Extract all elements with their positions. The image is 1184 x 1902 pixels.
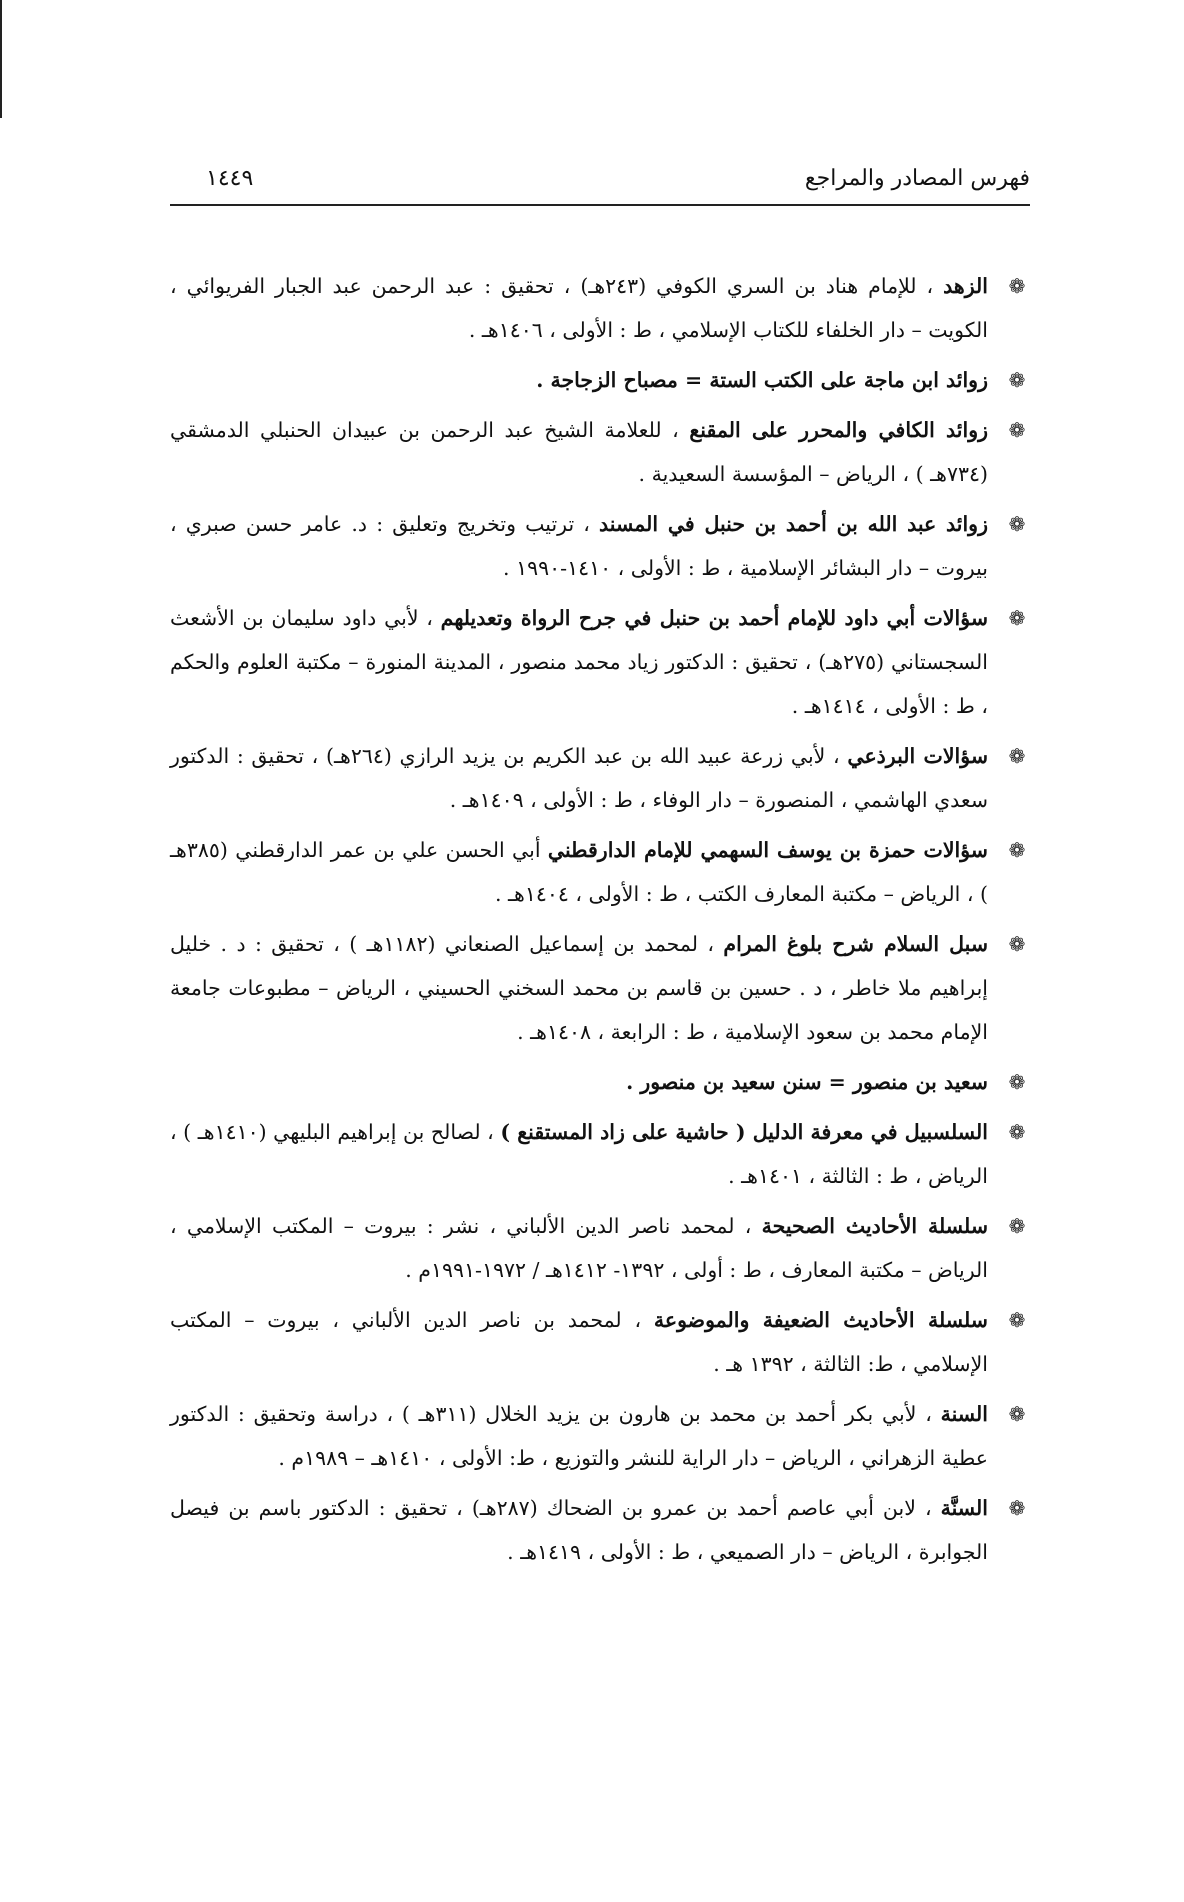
flower-bullet-icon: ❁ [1008,1214,1026,1238]
flower-bullet-icon: ❁ [1008,1402,1026,1426]
bibliography-entry [170,358,1030,402]
bibliography-entry [170,1204,1030,1292]
flower-bullet-icon: ❁ [1008,838,1026,862]
bibliography-entry [170,1392,1030,1480]
entry-title: السنة [940,1402,988,1426]
entry-title: سؤالات البرذعي [847,744,989,768]
entry-text: ، لمحمد بن ناصر الدين الألباني ، بيروت – المكتب الإسلامي ، ط: الثالثة ، ١٣٩٢ هـ . [170,1308,988,1376]
flower-bullet-icon: ❁ [1008,274,1026,298]
entry-text: ، لأبي بكر أحمد بن محمد بن هارون بن يزيد الخلال (٣١١هـ ) ، دراسة وتحقيق : الدكتور عطية الزهراني ، الرياض – دار الراية للنشر والتوزيع ، ط: الأولى ، ١٤١٠هـ – ١٩٨٩م . [170,1402,988,1470]
entry-text: ، للعلامة الشيخ عبد الرحمن بن عبيدان الحنبلي الدمشقي (٧٣٤هـ ) ، الرياض – المؤسسة السعيدية . [170,418,988,486]
entry-title: الزهد [943,274,988,298]
bibliography-list [170,264,1030,1574]
flower-bullet-icon: ❁ [1008,932,1026,956]
flower-bullet-icon: ❁ [1008,606,1026,630]
running-head-title: فهرس المصادر والمراجع [804,166,1030,191]
bibliography-entry [170,502,1030,590]
running-head [170,160,1030,206]
bibliography-entry [170,922,1030,1054]
flower-bullet-icon: ❁ [1008,1496,1026,1520]
entry-text: أبي الحسن علي بن عمر الدارقطني (٣٨٥هـ ) ، الرياض – مكتبة المعارف الكتب ، ط : الأولى ، ١٤٠٤هـ . [170,838,988,906]
flower-bullet-icon: ❁ [1008,1070,1026,1094]
entry-text: ، لصالح بن إبراهيم البليهي (١٤١٠هـ ) ، الرياض ، ط : الثالثة ، ١٤٠١هـ . [170,1120,988,1188]
entry-title: السلسبيل في معرفة الدليل ( حاشية على زاد المستقنع ) [500,1120,988,1144]
flower-bullet-icon: ❁ [1008,368,1026,392]
entry-title: السنَّة [940,1496,988,1520]
flower-bullet-icon: ❁ [1008,1308,1026,1332]
bibliography-entry [170,1486,1030,1574]
bibliography-entry [170,408,1030,496]
bibliography-entry [170,1060,1030,1104]
entry-text: ، لابن أبي عاصم أحمد بن عمرو بن الضحاك (٢٨٧هـ) ، تحقيق : الدكتور باسم بن فيصل الجوابرة ، الرياض – دار الصميعي ، ط : الأولى ، ١٤١٩هـ . [170,1496,988,1564]
bibliography-entry [170,734,1030,822]
entry-title: سعيد بن منصور = سنن سعيد بن منصور . [626,1070,988,1094]
bibliography-entry [170,264,1030,352]
bibliography-entry [170,596,1030,728]
flower-bullet-icon: ❁ [1008,512,1026,536]
entry-title: سلسلة الأحاديث الصحيحة [761,1214,989,1238]
entry-title: زوائد عبد الله بن أحمد بن حنبل في المسند [599,512,988,536]
bibliography-entry [170,1298,1030,1386]
flower-bullet-icon: ❁ [1008,744,1026,768]
entry-title: زوائد الكافي والمحرر على المقنع [689,418,989,442]
page-number: ١٤٤٩ [206,166,254,191]
entry-text: ، لأبي داود سليمان بن الأشعث السجستاني (٢٧٥هـ) ، تحقيق : الدكتور زياد محمد منصور ، المدينة المنورة – مكتبة العلوم والحكم ، ط : الأولى ، ١٤١٤هـ . [170,606,988,718]
entry-text: ، للإمام هناد بن السري الكوفي (٢٤٣هـ) ، تحقيق : عبد الرحمن عبد الجبار الفريوائي ، الكويت – دار الخلفاء للكتاب الإسلامي ، ط : الأولى ، ١٤٠٦هـ . [170,274,988,342]
entry-title: سؤالات حمزة بن يوسف السهمي للإمام الدارقطني [547,838,988,862]
entry-title: سبل السلام شرح بلوغ المرام [723,932,988,956]
entry-text: ، لأبي زرعة عبيد الله بن عبد الكريم بن يزيد الرازي (٢٦٤هـ) ، تحقيق : الدكتور سعدي الهاشمي ، المنصورة – دار الوفاء ، ط : الأولى ، ١٤٠٩هـ . [170,744,988,812]
bibliography-entry [170,828,1030,916]
entry-text: ، لمحمد ناصر الدين الألباني ، نشر : بيروت – المكتب الإسلامي ، الرياض – مكتبة المعارف ، ط : أولى ، ١٣٩٢- ١٤١٢هـ / ١٩٧٢-١٩٩١م . [170,1214,988,1282]
entry-text: ، لمحمد بن إسماعيل الصنعاني (١١٨٢هـ ) ، تحقيق : د . خليل إبراهيم ملا خاطر ، د . حسين بن قاسم بن محمد السخني الحسيني ، الرياض – مطبوعات جامعة الإمام محمد بن سعود الإسلامية ، ط : الرابعة ، ١٤٠٨هـ . [170,932,988,1044]
flower-bullet-icon: ❁ [1008,418,1026,442]
entry-text: ، ترتيب وتخريج وتعليق : د. عامر حسن صبري ، بيروت – دار البشائر الإسلامية ، ط : الأولى ، ١٤١٠-١٩٩٠ . [170,512,988,580]
entry-title: زوائد ابن ماجة على الكتب الستة = مصباح الزجاجة . [536,368,988,392]
entry-title: سؤالات أبي داود للإمام أحمد بن حنبل في جرح الرواة وتعديلهم [440,606,988,630]
margin-rule [0,0,2,118]
page [170,160,1030,1580]
entry-title: سلسلة الأحاديث الضعيفة والموضوعة [653,1308,988,1332]
flower-bullet-icon: ❁ [1008,1120,1026,1144]
bibliography-entry [170,1110,1030,1198]
